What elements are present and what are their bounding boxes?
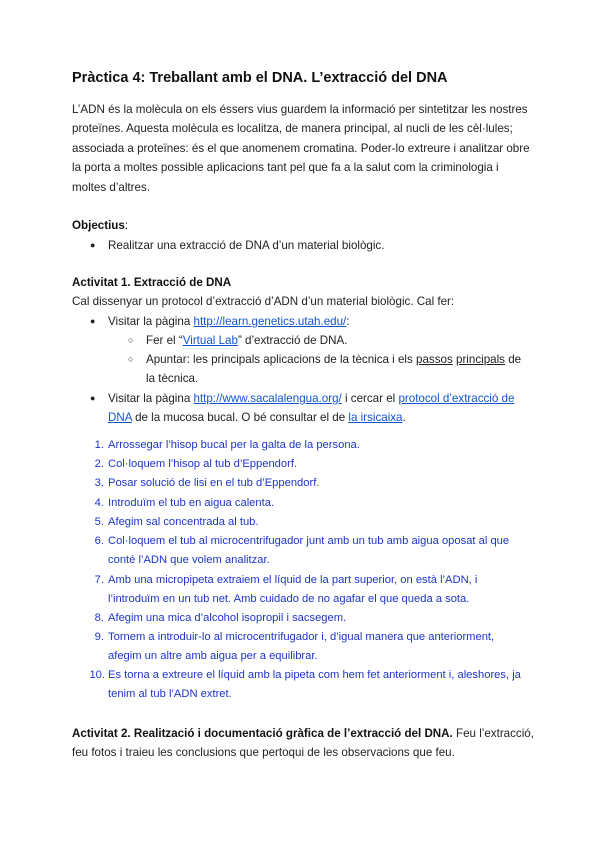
step-text: Afegim sal concentrada al tub. xyxy=(108,516,259,528)
activity1-heading: Activitat 1. Extracció de DNA xyxy=(72,276,232,289)
bullet-icon: ● xyxy=(90,316,96,326)
step-text: Afegim una mica d’alcohol isopropil i sacsegem. xyxy=(108,612,347,624)
step-number: 2. xyxy=(94,458,104,470)
circle-bullet-icon: ○ xyxy=(128,335,134,345)
bullet-icon: ● xyxy=(90,393,96,403)
bullet2-text: Visitar la pàgina xyxy=(108,392,194,405)
step-number: 7. xyxy=(94,574,104,586)
sub1-after: ” d’extracció de DNA. xyxy=(237,334,348,347)
sacalalengua-link[interactable]: http://www.sacalalengua.org/ xyxy=(193,392,342,405)
list-item xyxy=(89,666,528,705)
list-item xyxy=(94,571,528,610)
list-item xyxy=(94,494,528,513)
step-number: 1. xyxy=(94,439,104,451)
bullet2-after: . xyxy=(402,411,406,425)
step-number: 10. xyxy=(89,669,105,681)
list-item xyxy=(94,436,528,455)
circle-bullet-icon: ○ xyxy=(128,354,134,364)
bullet1-after: : xyxy=(346,315,350,328)
activity1-bullet-2 xyxy=(90,389,533,428)
activity1-subbullet-2 xyxy=(128,350,528,389)
bullet1-text: Visitar la pàgina xyxy=(108,315,194,328)
sub2-before: Apuntar: les principals aplicacions de la tècnica i els xyxy=(146,353,417,366)
objectives-item xyxy=(90,236,528,255)
list-item xyxy=(94,609,528,628)
step-text: Col·loquem el tub al microcentrifugador junt amb un tub amb aigua oposat al que conté l’ADN que volem analitzar. xyxy=(108,535,510,567)
virtual-lab-link[interactable]: Virtual Lab xyxy=(182,334,238,347)
objectives-heading-colon: : xyxy=(124,219,129,232)
irsicaixa-link[interactable]: la irsicaixa xyxy=(348,411,403,425)
protocol-link[interactable]: protocol d’extracció de DNA xyxy=(108,392,515,425)
page-title: Pràctica 4: Treballant amb el DNA. L’extracció del DNA xyxy=(72,70,448,86)
bullet2-mid2: de la mucosa bucal. O bé consultar el de xyxy=(131,411,349,425)
objectives-heading-text: Objectius xyxy=(72,219,125,232)
list-item xyxy=(94,455,528,474)
step-number: 3. xyxy=(94,477,104,489)
step-number: 4. xyxy=(94,497,104,509)
bullet-icon: ● xyxy=(90,240,96,250)
intro-paragraph: L’ADN és la molècula on els éssers vius guardem la informació per sintetitzar les nostres proteïnes. Aquesta molècula es localitza, de manera principal, al nucli de les cèl·lules; associada a proteïnes: és el que anomenem cromatina. Poder-lo extreure i analitzar obre la porta a moltes possible aplicacions tant pel que fa a la salut com la criminologia i moltes d’altres. xyxy=(72,103,530,194)
objectives-item-text: Realitzar una extracció de DNA d’un material biològic. xyxy=(108,239,385,252)
sub2-principals: principals xyxy=(456,353,505,366)
activity1-intro: Cal dissenyar un protocol d’extracció d’ADN d’un material biològic. Cal fer: xyxy=(72,295,455,308)
objectives-heading xyxy=(72,219,532,232)
activity2-text: Feu l’extracció, feu fotos i traieu les conclusions que pertoqui de les observacions que feu. xyxy=(72,727,534,760)
list-item xyxy=(94,474,528,493)
step-text: Introduïm el tub en aigua calenta. xyxy=(108,497,275,509)
activity1-subbullet-1 xyxy=(128,331,526,350)
activity2-paragraph xyxy=(72,724,534,763)
list-item xyxy=(94,532,528,571)
sub1-before: Fer el “ xyxy=(146,334,183,347)
list-item xyxy=(94,513,528,532)
sub2-passos: passos xyxy=(416,353,453,366)
step-text: Es torna a extreure el líquid amb la pipeta com hem fet anteriorment i, aleshores, ja tenim al tub l’ADN extret. xyxy=(108,669,521,701)
step-text: Posar solució de lisi en el tub d’Eppendorf. xyxy=(108,477,320,489)
step-text: Arrossegar l’hisop bucal per la galta de la persona. xyxy=(108,439,360,451)
step-number: 9. xyxy=(94,631,104,643)
activity2-heading: Activitat 2. Realització i documentació gràfica de l’extracció del DNA. xyxy=(72,727,453,740)
list-item xyxy=(94,628,528,667)
step-number: 5. xyxy=(94,516,104,528)
step-number: 6. xyxy=(94,535,104,547)
step-text: Tornem a introduir-lo al microcentrifugador i, d’igual manera que anteriorment, afegim un altre amb aigua per a equilibrar. xyxy=(108,631,495,663)
step-number: 8. xyxy=(94,612,104,624)
step-text: Amb una micropipeta extraiem el líquid de la part superior, on està l’ADN, i l’introduïm en un tub net. Amb cuidado de no agafar el que queda a sota. xyxy=(108,574,478,606)
sub2-after: de la tècnica. xyxy=(146,353,522,386)
activity1-bullet-1 xyxy=(90,312,528,331)
step-text: Col·loquem l’hisop al tub d’Eppendorf. xyxy=(108,458,298,470)
learn-genetics-link[interactable]: http://learn.genetics.utah.edu/ xyxy=(193,315,347,328)
bullet2-mid: i cercar el xyxy=(341,392,399,405)
